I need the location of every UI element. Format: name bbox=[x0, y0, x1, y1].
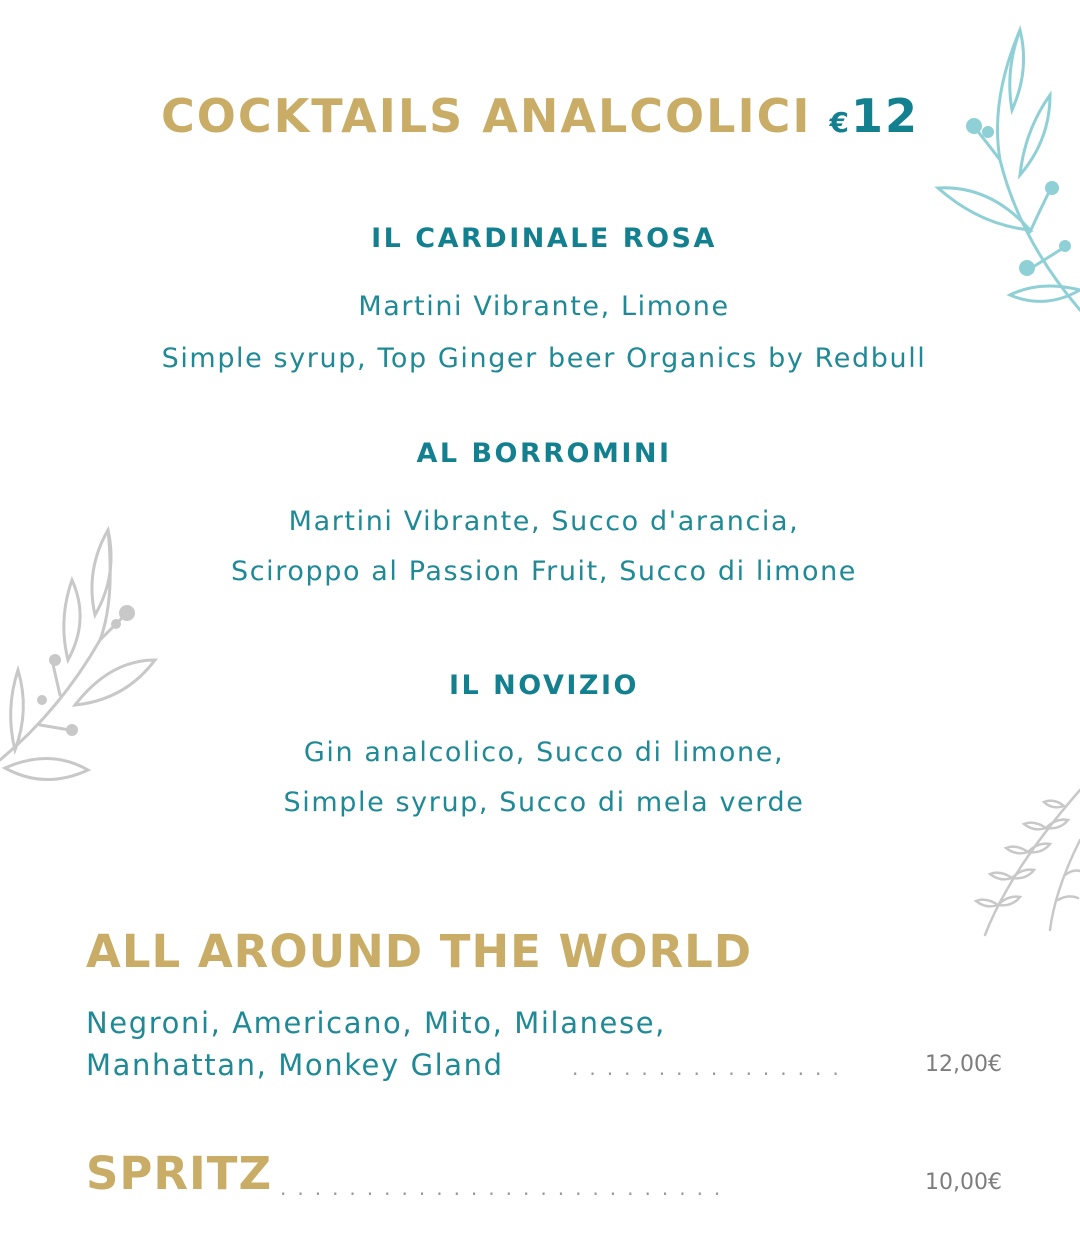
section-title bbox=[0, 84, 1080, 155]
world-price: 12,00€ bbox=[925, 1052, 1002, 1077]
spritz-price: 10,00€ bbox=[925, 1170, 1002, 1195]
cocktail-ingredients bbox=[0, 286, 1080, 380]
cocktail-name: AL BORROMINI bbox=[416, 438, 672, 469]
price-value: 12 bbox=[850, 89, 919, 143]
ingredients-line: Martini Vibrante, Succo d'arancia, bbox=[288, 506, 800, 537]
ingredients-line: Martini Vibrante, Limone bbox=[358, 291, 730, 322]
ingredients-line: Simple syrup, Succo di mela verde bbox=[283, 787, 805, 818]
world-items-line: Manhattan, Monkey Gland bbox=[86, 1048, 504, 1082]
world-title: ALL AROUND THE WORLD bbox=[86, 925, 753, 978]
leaf-branch-blue-icon bbox=[930, 10, 1080, 330]
spritz-title: SPRITZ bbox=[86, 1147, 273, 1200]
cocktail-name: IL CARDINALE ROSA bbox=[371, 223, 717, 254]
ingredients-line: Gin analcolico, Succo di limone, bbox=[303, 737, 785, 768]
price-currency: € bbox=[829, 106, 851, 139]
section-price bbox=[829, 89, 919, 143]
ingredients-line: Simple syrup, Top Ginger beer Organics by Redbull bbox=[161, 343, 927, 374]
ingredients-line: Sciroppo al Passion Fruit, Succo di limone bbox=[230, 556, 858, 587]
cocktail-ingredients bbox=[0, 732, 1080, 824]
world-leader-dots: ................ bbox=[572, 1056, 850, 1080]
world-items-line: Negroni, Americano, Mito, Milanese, bbox=[86, 1006, 666, 1040]
cocktail-name: IL NOVIZIO bbox=[449, 670, 639, 701]
cocktail-ingredients bbox=[0, 501, 1080, 593]
spritz-leader-dots: .......................... bbox=[280, 1176, 732, 1200]
section-title-text: COCKTAILS ANALCOLICI bbox=[161, 89, 812, 143]
